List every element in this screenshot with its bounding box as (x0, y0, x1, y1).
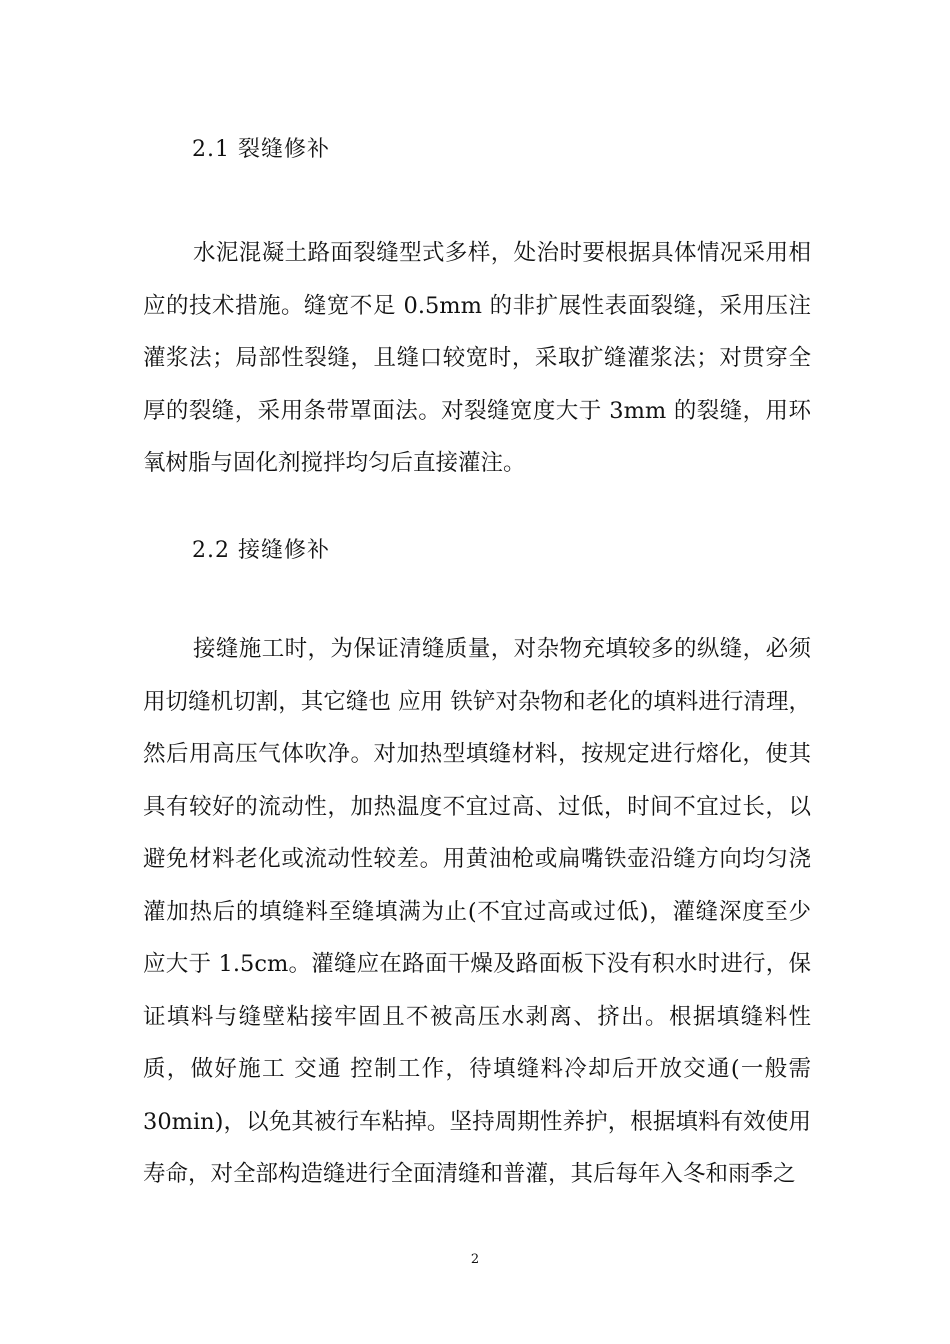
section-heading-joint-repair: 2.2 接缝修补 (192, 538, 330, 563)
paragraph-crack-repair: 水泥混凝土路面裂缝型式多样，处治时要根据具体情况采用相应的技术措施。缝宽不足 0.5mm 的非扩展性表面裂缝，采用压注灌浆法；局部性裂缝，且缝口较宽时，采取扩缝灌浆法；对贯穿全厚的裂缝，采用条带罩面法。对裂缝宽度大于 3mm 的裂缝，用环氧树脂与固化剂搅拌均匀后直接灌注。 (143, 240, 811, 476)
section-heading-crack-repair: 2.1 裂缝修补 (192, 137, 330, 162)
paragraph-joint-repair: 接缝施工时，为保证清缝质量，对杂物充填较多的纵缝，必须用切缝机切割，其它缝也 应用 铁铲对杂物和老化的填料进行清理，然后用高压气体吹净。对加热型填缝材料，按规定进行熔化，使其具有较好的流动性，加热温度不宜过高、过低，时间不宜过长，以避免材料老化或流动性较差。用黄油枪或扁嘴铁壶沿缝方向均匀浇灌加热后的填缝料至缝填满为止(不宜过高或过低)，灌缝深度至少应大于 1.5cm。灌缝应在路面干燥及路面板下没有积水时进行，保证填料与缝壁粘接牢固且不被高压水剥离、挤出。根据填缝料性质，做好施工 交通 控制工作，待填缝料冷却后开放交通(一般需 30min)，以免其被行车粘掉。坚持周期性养护，根据填料有效使用寿命，对全部构造缝进行全面清缝和普灌，其后每年入冬和雨季之 (143, 636, 811, 1187)
page-number: 2 (470, 1252, 480, 1267)
